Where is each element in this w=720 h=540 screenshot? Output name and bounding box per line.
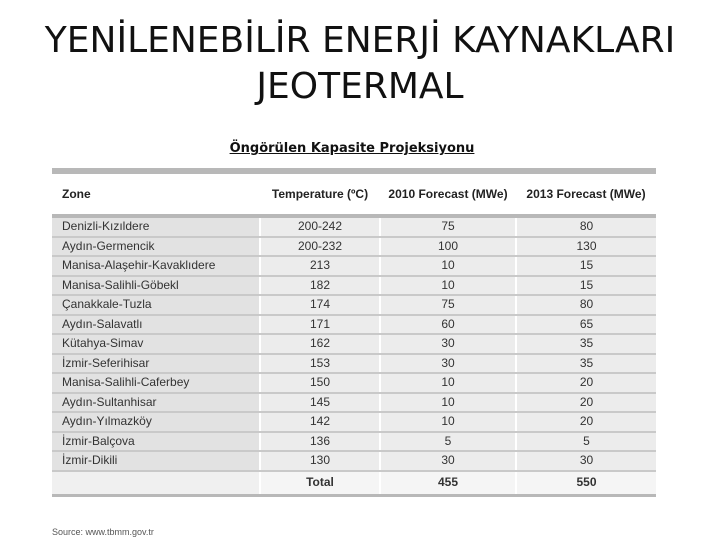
cell-zone: Denizli-Kızıldere	[52, 216, 260, 237]
cell-2010: 5	[380, 432, 516, 452]
cell-temperature: 142	[260, 412, 380, 432]
capacity-projection-table	[52, 174, 656, 497]
cell-2013: 20	[516, 393, 656, 413]
table-row	[52, 295, 656, 315]
total-label: Total	[260, 471, 380, 496]
cell-temperature: 136	[260, 432, 380, 452]
table-row	[52, 373, 656, 393]
cell-zone: Aydın-Germencik	[52, 237, 260, 257]
cell-zone: İzmir-Dikili	[52, 451, 260, 471]
table-row	[52, 354, 656, 374]
cell-temperature: 153	[260, 354, 380, 374]
cell-zone: İzmir-Balçova	[52, 432, 260, 452]
cell-2013: 30	[516, 451, 656, 471]
slide-title	[0, 18, 720, 110]
slide-subtitle: Öngörülen Kapasite Projeksiyonu	[229, 141, 475, 156]
cell-zone: Aydın-Salavatlı	[52, 315, 260, 335]
table-row	[52, 237, 656, 257]
capacity-table-container	[52, 168, 656, 497]
cell-temperature: 174	[260, 295, 380, 315]
cell-zone: İzmir-Seferihisar	[52, 354, 260, 374]
table-row	[52, 216, 656, 237]
cell-zone: Kütahya-Simav	[52, 334, 260, 354]
cell-2013: 80	[516, 216, 656, 237]
cell-zone: Manisa-Alaşehir-Kavaklıdere	[52, 256, 260, 276]
cell-temperature: 182	[260, 276, 380, 296]
cell-2010: 75	[380, 295, 516, 315]
cell-zone: Aydın-Sultanhisar	[52, 393, 260, 413]
cell-2010: 10	[380, 373, 516, 393]
cell-2010: 100	[380, 237, 516, 257]
header-temperature: Temperature (ºC)	[260, 174, 380, 216]
cell-temperature: 200-232	[260, 237, 380, 257]
cell-2013: 35	[516, 334, 656, 354]
cell-zone: Manisa-Salihli-Göbekl	[52, 276, 260, 296]
table-row	[52, 315, 656, 335]
source-note: Source: www.tbmm.gov.tr	[52, 527, 154, 537]
header-2010-forecast: 2010 Forecast (MWe)	[380, 174, 516, 216]
total-empty-cell	[52, 471, 260, 496]
total-2010: 455	[380, 471, 516, 496]
cell-2010: 10	[380, 393, 516, 413]
cell-2010: 30	[380, 451, 516, 471]
cell-temperature: 171	[260, 315, 380, 335]
cell-2010: 10	[380, 412, 516, 432]
cell-2013: 65	[516, 315, 656, 335]
cell-2010: 60	[380, 315, 516, 335]
table-row	[52, 432, 656, 452]
cell-zone: Çanakkale-Tuzla	[52, 295, 260, 315]
cell-2010: 10	[380, 256, 516, 276]
table-total-row	[52, 471, 656, 496]
cell-temperature: 200-242	[260, 216, 380, 237]
cell-2010: 30	[380, 334, 516, 354]
title-line-1: YENİLENEBİLİR ENERJİ KAYNAKLARI	[44, 20, 676, 61]
table-row	[52, 276, 656, 296]
table-row	[52, 256, 656, 276]
cell-temperature: 145	[260, 393, 380, 413]
table-row	[52, 451, 656, 471]
cell-2013: 130	[516, 237, 656, 257]
title-line-2: JEOTERMAL	[256, 66, 464, 107]
cell-temperature: 130	[260, 451, 380, 471]
cell-2013: 80	[516, 295, 656, 315]
cell-2010: 75	[380, 216, 516, 237]
table-row	[52, 393, 656, 413]
cell-2010: 30	[380, 354, 516, 374]
table-header-row	[52, 174, 656, 216]
table-row	[52, 334, 656, 354]
table-body	[52, 216, 656, 495]
cell-temperature: 150	[260, 373, 380, 393]
header-2013-forecast: 2013 Forecast (MWe)	[516, 174, 656, 216]
cell-2013: 20	[516, 373, 656, 393]
cell-temperature: 213	[260, 256, 380, 276]
cell-2013: 20	[516, 412, 656, 432]
cell-zone: Aydın-Yılmazköy	[52, 412, 260, 432]
cell-2010: 10	[380, 276, 516, 296]
cell-temperature: 162	[260, 334, 380, 354]
total-2013: 550	[516, 471, 656, 496]
header-zone: Zone	[52, 174, 260, 216]
table-row	[52, 412, 656, 432]
cell-2013: 35	[516, 354, 656, 374]
cell-2013: 15	[516, 256, 656, 276]
cell-zone: Manisa-Salihli-Caferbey	[52, 373, 260, 393]
cell-2013: 5	[516, 432, 656, 452]
cell-2013: 15	[516, 276, 656, 296]
